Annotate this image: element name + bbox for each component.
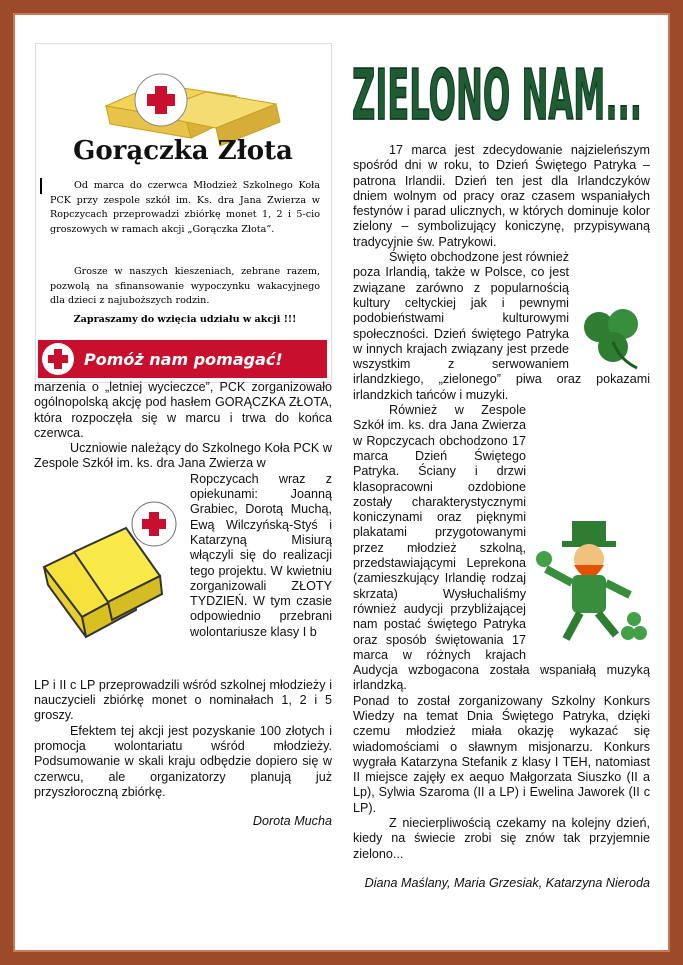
banner-text: Pomóż nam pomagać! [84, 349, 283, 369]
left-article [34, 380, 332, 829]
poster-banner [38, 340, 327, 378]
right-p4: Ponad to został zorganizowany Szkolny Konkurs Wiedzy na temat Dnia Świętego Patryka, dzięki czemu młodzież miała okazję wykazać się wiadomościami o sławnym misjonarzu. Konkurs wygrała Katarzyna Stefanik z klasy I TEH, natomiast II miejsce zajęły ex aequo Małgorzata Siuszko (II a Lp), Sylwia Szaroma (II a LP) i Ewelina Jaworek (II c LP). [353, 693, 650, 815]
poster-text: Od marca do czerwca Młodzież Szkolnego Koła PCK przy zespole szkół im. Ks. dra Jana Zwierza w Ropczycach przeprowadzi zbiórkę monet 1, 2 i 5-cio groszowych w ramach akcji „Gorączka Złota”. [50, 180, 320, 235]
leprechaun-image [532, 513, 650, 648]
right-article [353, 143, 650, 891]
gold-bars-image [34, 472, 182, 678]
title-text: ZIELONO NAM... [352, 56, 642, 132]
poster-title: Gorączka Złota [73, 136, 293, 166]
left-p1: marzenia o „letniej wycieczce”, PCK zorganizowało ogólnopolską akcję pod hasłem GORĄCZKA ZŁOTA, która rozpoczęła się w marcu i trwa do końca czerwca. [34, 380, 332, 440]
left-signature: Dorota Mucha [252, 814, 332, 829]
title-graphic [349, 52, 645, 132]
red-cross-badge-icon [135, 74, 187, 126]
red-cross-icon [38, 340, 76, 378]
right-p1: 17 marca jest zdecydowanie najzieleńszym spośród dni w roku, to Dzień Świętego Patryka – patrona Irlandii. Dzień ten jest dla Irlandczyków dniem wolnym od pracy oraz czasem wspaniałych festynów i parad ulicznych, w których dominuje kolor zielony – symbolizujący koniczynę, przypisywaną tradycyjnie św. Patrykowi. [353, 143, 650, 249]
right-p5: Z niecierpliwością czekamy na kolejny dzień, kiedy na świecie zrobi się znów tak przyjemnie zielono... [353, 816, 650, 861]
poster-text2: Grosze w naszych kieszeniach, zebrane razem, pozwolą na sfinansowanie wypoczynku wakacyjnego dla dzieci z najuboższych rodzin. [50, 266, 320, 306]
right-p2: Święto obchodzone jest również poza Irlandią, także w Polsce, co jest związane zarówno z popularnością kultury celtyckiej jak i pewnymi podobieństwami kulturowymi społeczności. Dzień świętego Patryka w innych krajach związany jest przede wszystkim z serwowaniem irlandzkiego, „zielonego” piwa oraz pokazami irlandzkich tańców i muzyki. [353, 250, 650, 402]
right-p3: Również w Zespole Szkół im. ks. dra Jana Zwierza w Ropczycach obchodzono 17 marca Dzień Świętego Patryka. Ściany i drzwi klasopracowni ozdobione zostały charakterystycznymi koniczynami oraz pięknymi plakatami przygotowanymi przez młodzież szkolną, przedstawiającymi Leprekona (zamieszkujący Irlandię rodzaj skrzata) Wysłuchaliśmy również audycji przybliżającej nam postać świętego Patryka oraz sposób świętowania 17 marca w różnych krajach Audycja wzbogacona została wspaniałą muzyką irlandzką. [353, 403, 650, 693]
shamrock-icon [575, 302, 650, 372]
zielono-nam-title [349, 52, 645, 132]
right-signature: Diana Maślany, Maria Grzesiak, Katarzyna Nieroda [364, 875, 650, 890]
left-p2-intro: Uczniowie należący do Szkolnego Koła PCK w Zespole Szkół im. ks. dra Jana Zwierza w [34, 441, 332, 471]
gold-bars-icon [34, 472, 182, 678]
left-p2-rest: LP i II c LP przeprowadzili wśród szkolnej młodzieży i nauczycieli zbiórkę monet o nominałach 1, 2 i 5 groszy. [34, 677, 332, 723]
leprechaun-icon [532, 513, 650, 648]
shamrock-image [575, 302, 650, 372]
goraczka-zlota-poster [35, 43, 332, 383]
left-p3: Efektem tej akcji jest pozyskanie 100 złotych i promocja wolontariatu wśród młodzieży. Podsumowanie w skali kraju odbędzie dopiero się w czerwcu, ale organizatorzy planują już przyszłoroczną zbiórkę. [34, 723, 332, 799]
poster-invite: Zapraszamy do wzięcia udziału w akcji !!! [73, 314, 297, 325]
left-p2-wrap: Ropczycach wraz z opiekunami: Joanną Grabiec, Dorotą Muchą, Ewą Wilczyńską-Styś i Katarzyną Misiurą włączyli się do realizacji tego projektu. W kwietniu zorganizowali ZŁOTY TYDZIEŃ. W tym czasie odpowiednio przebrani wolontariusze klasy I b [190, 471, 332, 639]
